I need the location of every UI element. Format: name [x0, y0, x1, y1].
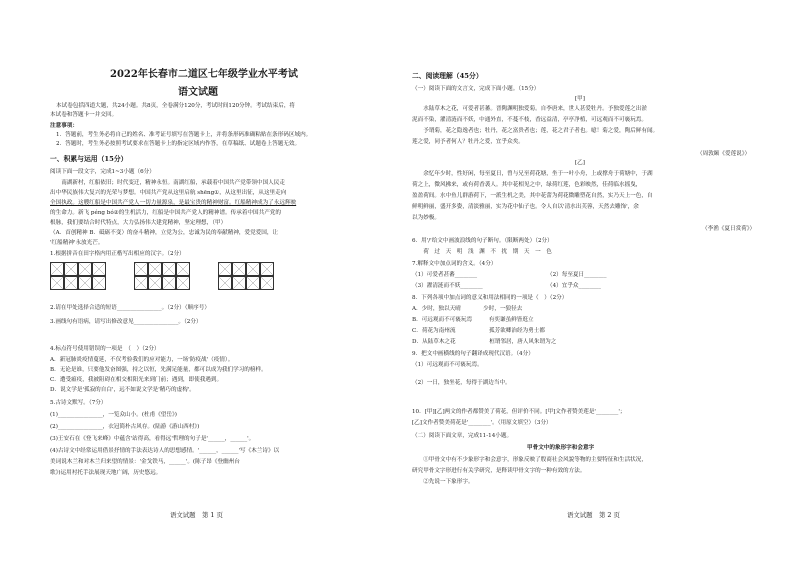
q6-sentence: 荷 过 天 明 浅 渊 不 扰 期 天 一 色	[412, 249, 552, 255]
jia-line: 水陆草木之花，可爱者甚蕃。晋陶渊明独爱菊。自李唐来，世人甚爱牡丹。予独爱莲之出淤	[412, 106, 647, 112]
question-2: 2.请在甲处选择合适的短语________________。（2分）（顺序号）	[50, 305, 210, 311]
question-4: 4.标点符号使用错误的一项是 （ ）（2分）	[50, 346, 160, 352]
passage-line: 出中华民族伟大复兴的光荣与梦想。中国共产党从这里启航 shēng①，从这里出征，从这里走向	[50, 190, 287, 196]
intro-line: 本试卷包括四道大题，共24小题。共8页，全卷满分120分，考试时间120分钟。考试结束后，将	[56, 103, 296, 109]
q4-option-c: C．遭受瘟疫，我被阻碍在相交相阳光来到门前；遇到，即使我遇到。	[50, 377, 223, 383]
passage-line: 南湖新村，红船依旧；时代变迁，精神永恒。南湖红船，承载着中国共产党带领中国人民走	[50, 180, 285, 186]
page-footer: 语文试题 第 2 页	[567, 511, 620, 519]
jia-line: 予谓菊，花之隐逸者也；牡丹，花之富贵者也；莲，花之君子者也。噫！菊之爱，陶后鲜有闻。	[412, 128, 659, 134]
q8-option-d: D．从陆草木之花 桓谓邻居，唐人风朱谓为之	[412, 339, 557, 345]
q5-line: (1)________________，一览众山小。(杜甫《望岳》)	[50, 412, 177, 418]
passage-line: '红船精神'永放光芒。	[50, 240, 104, 246]
q5-line: 美词说木兰和对木兰归来望的情景：'金戈铁马，______'。(陈子昂《登幽州台	[50, 459, 240, 465]
question-3: 3.画线句有语病，请写出修改意见________________。（2分）	[50, 319, 202, 325]
question-10: 10．[甲][乙]两文的作者都赞美了荷花，但评价不同。[甲]文作者赞美莲是'________'；	[412, 409, 626, 415]
notes-title: 注意事项：	[50, 123, 78, 129]
question-10-cont: [乙]文作者赞美荷花是'________'。（用原文填空）（3分）	[412, 420, 552, 426]
yi-line: 荷之上，微风拂来，或有荷香袭人。其中花相见之中，绿荷红莲，色彩映然，佳荷临水摇曳，	[412, 182, 642, 188]
q7-item: （3）濯清涟而不妖________	[412, 283, 483, 289]
yi-line: 以为妙极。	[412, 215, 440, 221]
q4-option-a: A．新冠肺炎疫情蔓延，不仅考验我们的应对能力，一场'防疫战'（疫情）。	[50, 357, 234, 363]
part-intro: （一）阅读下面的文言文，完成下面小题。（15分）	[412, 86, 540, 92]
yi-line: 余忆年少时，性好闲，每至夏日，曾与兄至荷花塘，坐于一叶小舟，上或撑舟于荷塘中，于湖	[412, 171, 653, 177]
part-intro: （二）阅读下面文章，完成11-14小题。	[412, 433, 513, 439]
question-9: 9．把文中画横线的句子翻译成现代汉语。（4分）	[412, 351, 534, 357]
character-writing-grid[interactable]	[50, 262, 274, 298]
passage-line: 根脉，我们要结合时代特点，大力弘扬伟大建党精神，坚定理想，（甲）	[50, 220, 227, 226]
q9-item: （2）一日，独坐花，每得于湖边当中。	[412, 380, 511, 386]
yi-source: （李渔《夏日赏荷》）	[702, 226, 756, 232]
page-footer: 语文试题 第 1 页	[170, 511, 223, 519]
article-line: ①甲骨文中有不少象形字和会意字，形象反映了殷商社会风貌等物的主要特征和生活状况，	[412, 457, 647, 463]
exam-title: 2022年长春市二道区七年级学业水平考试	[110, 69, 298, 80]
jia-line: 莲之爱，同予者何人？牡丹之爱，宜乎众矣。	[412, 139, 524, 145]
q7-item: （4）宜乎众________	[547, 283, 601, 289]
jia-source: （周敦颐《爱莲说》）	[697, 151, 751, 157]
question-5: 5.古诗文默写。（7分）	[50, 400, 107, 406]
passage-line: 的生命力。新飞 péng bó②的生机活力，红船是中国共产党人的精神谱。传承着中国共产党的	[50, 210, 281, 216]
yi-line: 鲜明鲜丽，盛开多姿，清淡雅丽，实为花中仙子也。令人自以'清水出芙蓉，天然去雕饰'，余	[412, 204, 639, 210]
q7-item: （2）每至夏日________	[547, 272, 607, 278]
section-heading: 一、积累与运用（15分）	[50, 155, 128, 163]
q7-item: （1）可爱者甚蕃________	[412, 272, 478, 278]
q5-line: 歌》)运用衬托手法展现天地广阔，历史悠远。	[50, 470, 162, 476]
text-yi-label: [乙]	[575, 160, 585, 166]
note-line: 1．答题前，考生务必将自己的姓名、准考证号填写在答题卡上，并将条形码准确粘贴在条形码区域内。	[56, 132, 312, 138]
exam-subtitle: 语文试题	[178, 87, 218, 98]
text-jia-label: [甲]	[575, 96, 585, 102]
jia-line: 泥而不染，濯清涟而不妖，中通外直，不蔓不枝，香远益清，亭亭净植，可远观而不可亵玩焉。	[412, 117, 647, 123]
question-7: 7.解释文中加点词的含义。（4分）	[412, 261, 497, 267]
yi-line: 盈盈荷间。水中鱼儿群游荷下，一派生机之美，其中花蕾为荷花微雕塑花自然，实乃天上一色，自	[412, 193, 653, 199]
q4-option-b: B．无论是谁，只要他发奋图强，持之以恒，先满足能量，都可以成为我们学习的榜样。	[50, 367, 267, 373]
q9-item: （1）可远观而不可亵玩焉。	[412, 362, 483, 368]
q5-line: (3)王安石在《登飞来峰》中蕴含'站得高，看得远'哲理的句子是'______，______'。	[50, 436, 255, 442]
q5-line: (2)________________，衣冠简朴古风存。(陆游《游山西村》)	[50, 424, 200, 430]
q5-line: (4)古诗文中经常运用借景抒情的手法表达诗人的思想感情。'______，______'写《木兰诗》以	[50, 448, 280, 454]
q4-option-d: D．说文学是'孤寂的自白'，远不如说文学是'精巧的虚构'。	[50, 387, 195, 393]
article-line: 研究甲骨文字形进行有关学研究，是释读甲骨文字的一种有效的方法。	[412, 468, 586, 474]
passage-line: 全国执政。这艘红船是中国共产党人一切力量源泉，是最宝贵的精神财富。红船精神成为了永远辉映	[50, 200, 297, 206]
article-line: ②先说一下象形字。	[412, 479, 474, 485]
q8-option-c: C．荷花为南州流 孤芳欲卿治经为勇士都	[412, 328, 545, 334]
exam-page-2	[397, 0, 794, 562]
question-8: 8．下列各项中加点词的意义和用法相同的一项是（ ）（2分）	[412, 295, 568, 301]
article-title: 甲骨文中的象形字和会意字	[527, 445, 595, 451]
reading-instruction: 阅读下面一段文字，完成1~3小题（6分）	[50, 169, 155, 175]
question-6: 6．用'/'给文中画波浪线的句子断句。（限断两处）（2分）	[412, 238, 553, 244]
intro-line: 本试卷和答题卡一并交回。	[50, 112, 118, 118]
passage-line: （A．首创精神 B．砥砺不变）的奋斗精神，立党为公，忠诚为民的奉献精神，爱党爱国，让	[50, 230, 279, 236]
section-heading: 二、阅读理解（45分）	[412, 72, 483, 80]
note-line: 2．答题时，考生务必按照考试要求在答题卡上的指定区域内作答，在草稿纸、试题卷上答题无效。	[56, 141, 301, 147]
q8-option-a: A．少时，独以天晴 少时，一狼径去	[412, 306, 523, 312]
q8-option-b: B．可远观而不可亵玩焉 有奕谦虽鲜皆逛立	[412, 317, 534, 323]
question-1: 1.根据拼音在田字格内用正楷写出相应的汉字。（2分）	[50, 251, 185, 257]
